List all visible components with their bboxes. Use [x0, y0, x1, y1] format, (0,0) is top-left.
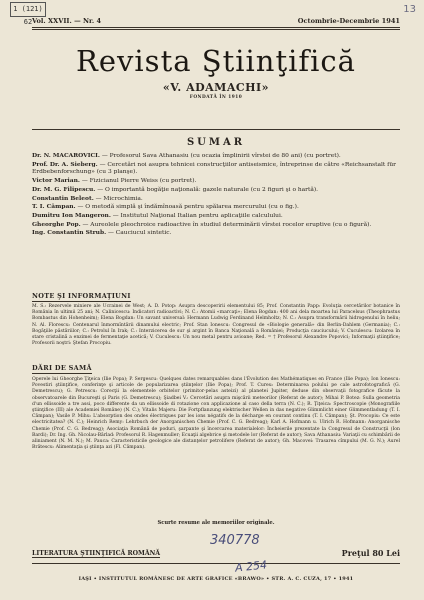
journal-title: Revista Ştiinţifică	[76, 44, 356, 78]
issue-header	[32, 17, 400, 25]
toc-entry: Ing. Constantin Strub. — Cauciucul sintetic.	[32, 229, 172, 237]
notes-text: M. S.: Rezervele miniere ale Ucrainei de West; A. D. Potop: Asupra descoperirii elementului 85; Prof. Constantin Papp: Evoluţia cercetărilor botanice în România în ultimii 25 ani; N. Calinicescu: Indicatori radioactivi; N. C.: Atomii «marcaţi»; Elena Bogdan: 400 ani dela moartea lui Paracelsus (Theophrastus Bombastus din Hohenheim); Elena Bogdan: Un savant universal: Hermann Ludwig Ferdinand Helmholtz; N. C.: Asupra transformării hidrogenului în heliu; N. Al. Florescu: Centenarul înmormîntării dinamului electric; Prof. Stan Ionescu: Congresul de «Biologie generală» din Berlin-Dahlem (Germania); C.: Bogăţiile păstăriilor; C.: Petrolul în Irak; C.: Interzicerea de sur şi argint în Banca Naţională a României; Producţia cauciucului; V. Cuculescu: Izolarea în stare cristalină a enzimei de fermentaţie acetică; V. Cuculescu: Un nou metal pentru avioane; Red. = † Profesorul Alexandre Popovici; Informaţii ştiinţifice; Profesorii noştri: Ştefan Procopiu.	[32, 304, 400, 347]
publisher-footer: IAŞI • INSTITUTUL ROMÂNESC DE ARTE GRAFICE «BRAWO» • STR. A. C. CUZA, 17 • 1941	[78, 576, 354, 582]
handwritten-number: 340778	[210, 533, 260, 548]
table-of-contents	[32, 152, 400, 238]
library-stamp: 1 (121) 62	[10, 2, 46, 17]
toc-entry: Dr. N. MACAROVICI. — Profesorul Sava Athanasiu (cu ocazia împlinirii vîrstei de 80 ani) (cu portret).	[32, 152, 341, 159]
founded-line: FONDATĂ ÎN 1910	[189, 95, 243, 100]
header-rule	[32, 27, 400, 28]
page-corner-mark: 13	[403, 4, 416, 15]
toc-entry: Dumitru Ion Mangeron. — Institutul Naţional Italian pentru aplicaţiile calculului.	[32, 211, 283, 219]
volume-number: Vol. XXVII. — Nr. 4	[32, 17, 102, 25]
issue-price: Preţul 80 Lei	[341, 548, 400, 558]
footer-rule	[32, 563, 400, 564]
toc-entry: T. I. Câmpan. — O metodă simplă şi îndămînoasă pentru spălarea mercurului (cu o fig.).	[32, 203, 299, 211]
toc-entry: Constantin Beleot. — Microchimia.	[32, 194, 143, 202]
notes-heading: NOTE ŞI INFORMAŢIUNI	[32, 292, 131, 300]
toc-entry: Dr. M. G. Filipescu. — O importantă bogăţie naţională: gazele naturale (cu 2 figuri şi o hartă).	[32, 185, 319, 193]
toc-entry: Victor Marian. — Fizicianul Pierre Weiss (cu portret).	[32, 177, 197, 185]
literature-heading: LITERATURA ŞTIINŢIFICĂ ROMÂNĂ	[32, 550, 161, 557]
toc-entry: Gheorghe Pop. — Aureolele pleochroice radioactive în studiul determinării vîrstei rocelor eruptive (cu o figură).	[32, 220, 372, 228]
title-rule	[32, 129, 400, 130]
reviews-heading: DĂRI DE SAMĂ	[32, 364, 92, 372]
contents-heading: SUMAR	[186, 137, 246, 148]
issue-period: Octombrie-Decembrie 1941	[297, 17, 400, 25]
reviews-closing: Scurte resume ale memoriilor originale.	[157, 520, 275, 526]
bottom-row	[32, 548, 400, 558]
toc-entry: Prof. Dr. A. Sieberg. — Cercetări noi asupra tehnicei construcţiilor antiseismice, întreprinse de către «Reichsanstalt für Erdbebenforschung» (cu 3 planşe).	[32, 160, 396, 176]
reviews-text: Operele lui Gheorghe Ţiţeica (Ilie Popa); P. Sergescu: Quelques dates remarquables dans l'Évolution des Mathématiques en France (Ilie Popa); Ion Ionescu: Povestiri ştiinţifice, conferinţe şi articole de popularizarea ştiinţelor (Ilie Popa); Prof. T. Cureu: Determinarea polului pe cale astrofotografică (G. Demetrescu); G. Petrescu: Corecţii la elementele orbitelor (primitor-pelas asteizi) al planetei Jupiter, deduse din observaţii fotografice făcute la observatoarele din Bucureşti şi Paris (G. Demetrescu); Şiadbei V.: Cercetări asupra mişcării meteorilor (Referat de autor); Mihai P. Botez: Sulla geometria d'un ellissoide a tre assi, poco differente da un ellissoide di rotazione con applicazione al caso della terra (N. C.); R. Ţiţeica: Spectroscopie (Monografiile ştiinţifice (III) ale Academiei Române) (N. C.); Vitalis Majeru: Die Fortpflanzung elektrischer Wellen in das negative Glimmlicht einer Glimmentladung (T. I. Câmpan); Vasile P. Mihu: L'absorption des ondes électriques par les ions négatifs de la décharge en courant continu (T. I. Câmpan); Şt. Procopiu: Ce este electricitatea? (N. C.); Heinrich Remy: Lehrbuch der Anorganischen Chemie (Prof. C. G. Bedreag); Karl A. Hofmann u. Ulrich R. Hofmann: Anorganische Chemie (Prof. C. G. Bedreag); Asociaţia Română de poduri, şarpante şi încercarea materialelor: Încheierile prezentate la Congresul de Construcţii (Ion Bardi); Dr. Ing. Gh. Nicolau-Bărlad: Profesorul R. Hagenmuller; Ecuaţii algebrice şi metodele lor (Referat de autor); Sava Athanasiu: Variaţii cu schimbării de aliniament (N. M. N.); M. Pauca: Caracteristicile geologice ale distanţelor petrolifere (Referat de autor); Gh. Macovei: Trasarea cîmpului (M. G. N.); Aurel Brătescu: Alimentaţia şi ştiinţa azi (Fl. Câmpan).	[32, 377, 400, 451]
handwritten-code: A 254	[234, 558, 268, 575]
journal-subtitle: «V. ADAMACHI»	[162, 81, 270, 94]
header-rule-double	[32, 29, 400, 30]
